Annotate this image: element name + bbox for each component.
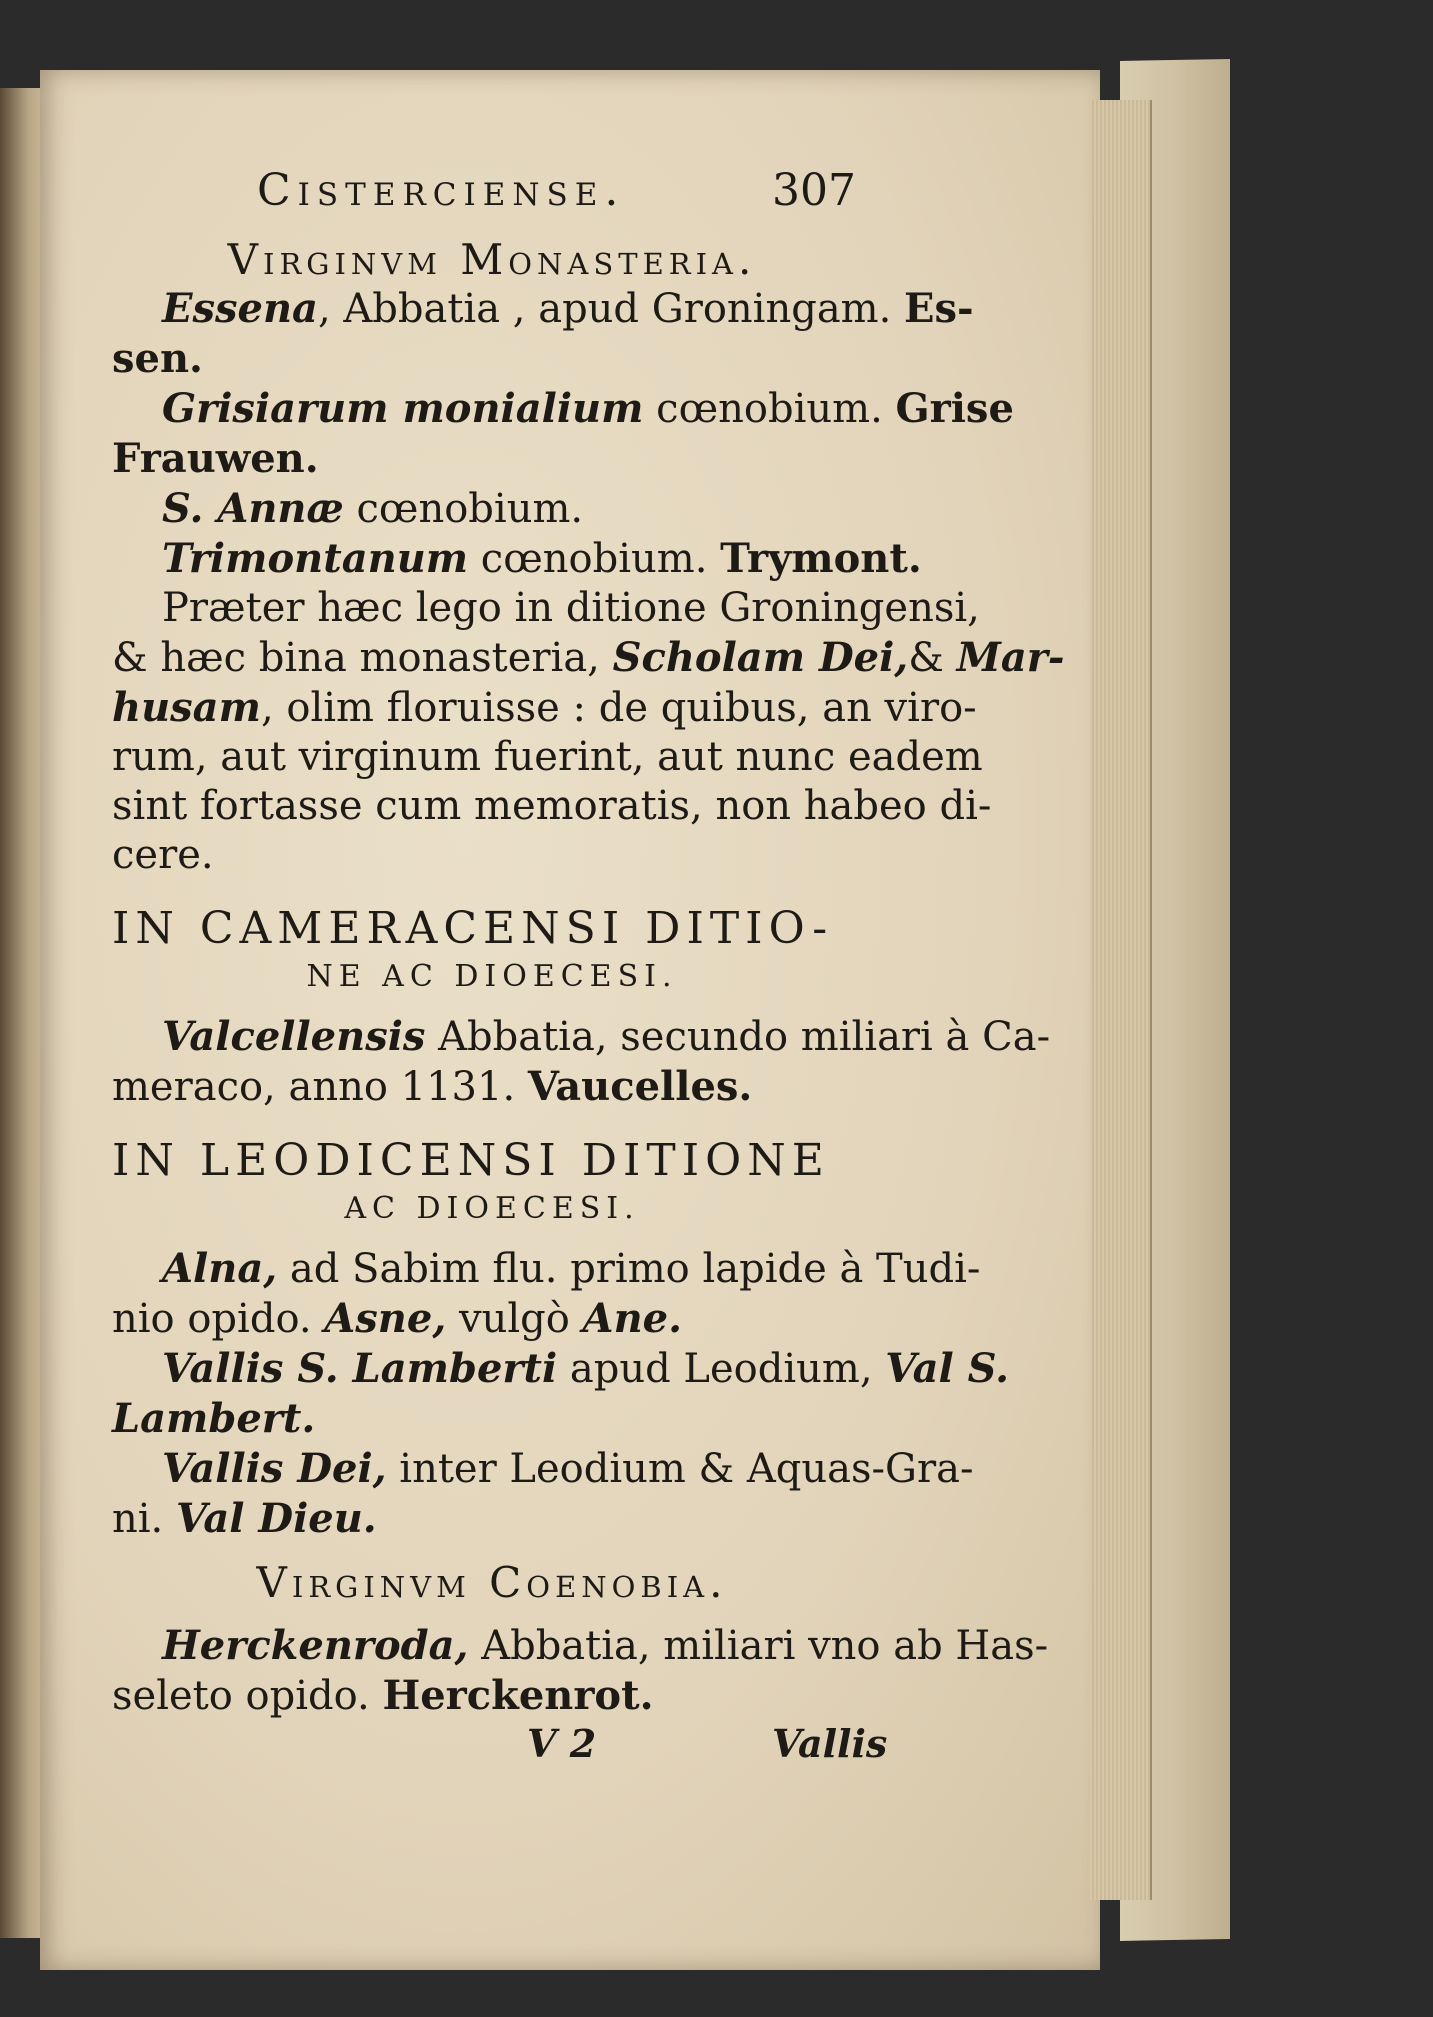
entry-line: ni. Val Dieu.: [112, 1495, 377, 1542]
entry-line: Essena, Abbatia , apud Groningam. Es-: [162, 285, 974, 332]
section-heading-virginum-monasteria: Virginvm Monasteria.: [227, 235, 757, 284]
entry-line: Valcellensis Abbatia, secundo miliari à Ca-: [162, 1013, 1051, 1060]
paragraph-line: Præter hæc lego in ditione Groningensi,: [162, 585, 980, 631]
paragraph-line: sint fortasse cum memoratis, non habeo di-: [112, 783, 992, 829]
section-subheading-leodicensi: AC DIOECESI.: [344, 1191, 640, 1226]
page-fore-edge: [1090, 100, 1152, 1900]
section-heading-cameracensi: IN CAMERACENSI DITIO-: [112, 903, 834, 954]
entry-line: seleto opido. Herckenrot.: [112, 1672, 654, 1719]
entry-line: Vallis S. Lamberti apud Leodium, Val S.: [162, 1345, 1010, 1392]
paragraph-line: rum, aut virginum fuerint, aut nunc eadem: [112, 734, 983, 780]
running-head-title: Cisterciense.: [257, 165, 626, 216]
paragraph-line: husam, olim floruisse : de quibus, an viro-: [112, 684, 977, 731]
entry-line: sen.: [112, 335, 203, 382]
catchword: Vallis: [772, 1721, 888, 1766]
entry-line: Grisiarum monialium cœnobium. Grise: [162, 385, 1014, 432]
page-number: 307: [772, 165, 856, 216]
entry-line: Herckenroda, Abbatia, miliari vno ab Has-: [162, 1622, 1049, 1669]
entry-line: Vallis Dei, inter Leodium & Aquas-Gra-: [162, 1445, 974, 1492]
page-footer: [112, 1721, 888, 1771]
paragraph-line: & hæc bina monasteria, Scholam Dei,& Mar-: [112, 634, 1065, 681]
entry-line: nio opido. Asne, vulgò Ane.: [112, 1295, 683, 1342]
entry-line: meraco, anno 1131. Vaucelles.: [112, 1063, 753, 1110]
section-subheading-cameracensi: NE AC DIOECESI.: [306, 959, 678, 994]
paragraph-line: cere.: [112, 832, 214, 878]
entry-line: Frauwen.: [112, 435, 319, 482]
signature-mark: V 2: [527, 1721, 597, 1766]
entry-line: Lambert.: [112, 1395, 316, 1442]
running-head: [112, 165, 872, 235]
entry-line: S. Annæ cœnobium.: [162, 485, 584, 532]
section-heading-virginum-coenobia: Virginvm Coenobia.: [256, 1558, 728, 1607]
page-text: [112, 165, 1065, 1771]
section-heading-leodicensi: IN LEODICENSI DITIONE: [112, 1135, 830, 1186]
entry-line: Trimontanum cœnobium. Trymont.: [162, 535, 922, 582]
entry-line: Alna, ad Sabim flu. primo lapide à Tudi-: [162, 1245, 981, 1292]
